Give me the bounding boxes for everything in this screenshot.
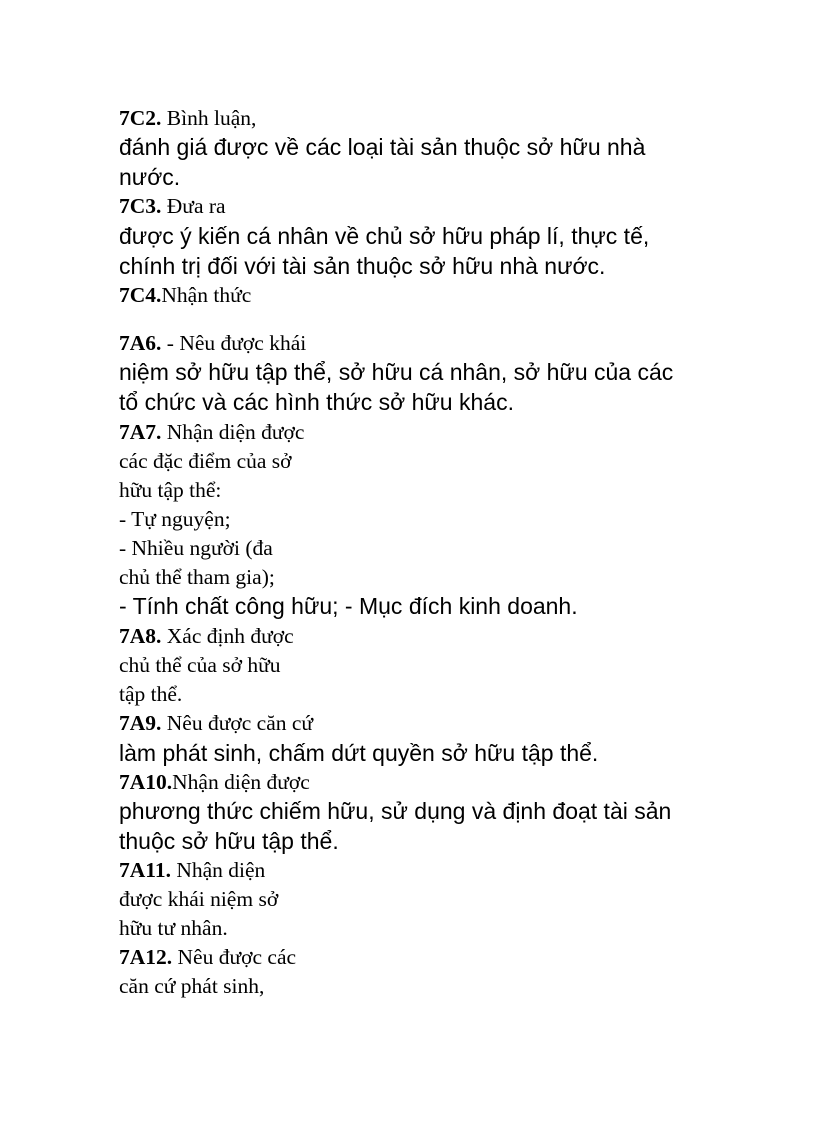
text-line: tập thể.	[119, 682, 183, 706]
item-lead: Nhận thức	[161, 283, 252, 307]
item-code: 7A8.	[119, 624, 162, 648]
heading-7a7	[119, 422, 304, 444]
heading-7a10	[119, 772, 310, 794]
item-lead: Xác định được	[161, 624, 294, 648]
item-lead: Nhận diện được	[172, 770, 310, 794]
item-lead: Bình luận,	[161, 106, 257, 130]
item-lead: Nêu được căn cứ	[161, 711, 314, 735]
text-line: - Nhiều người (đa	[119, 536, 273, 560]
text-line: chủ thể của sở hữu	[119, 653, 281, 677]
text-line: - Tính chất công hữu; - Mục đích kinh doanh.	[119, 593, 578, 619]
text-line: niệm sở hữu tập thể, sở hữu cá nhân, sở hữu của các	[119, 359, 674, 385]
heading-7c3	[119, 196, 226, 218]
item-lead: Nêu được các	[172, 945, 297, 969]
heading-7c4	[119, 285, 251, 307]
text-line: phương thức chiếm hữu, sử dụng và định đoạt tài sản	[119, 798, 672, 824]
text-line: làm phát sinh, chấm dứt quyền sở hữu tập thể.	[119, 740, 599, 766]
heading-7a6	[119, 333, 306, 355]
item-code: 7A7.	[119, 420, 162, 444]
item-lead: - Nêu được khái	[161, 331, 307, 355]
heading-7a11	[119, 860, 265, 882]
item-code: 7A12.	[119, 945, 173, 969]
item-lead: Nhận diện	[170, 858, 266, 882]
item-code: 7C4.	[119, 283, 162, 307]
item-code: 7A10.	[119, 770, 173, 794]
heading-7a12	[119, 947, 296, 969]
text-line: chủ thể tham gia);	[119, 565, 275, 589]
item-code: 7A9.	[119, 711, 162, 735]
text-line: được khái niệm sở	[119, 887, 279, 911]
item-code: 7C3.	[119, 194, 162, 218]
item-code: 7A11.	[119, 858, 171, 882]
text-line: căn cứ phát sinh,	[119, 974, 265, 998]
text-line: hữu tư nhân.	[119, 916, 228, 940]
text-line: thuộc sở hữu tập thể.	[119, 828, 339, 854]
heading-7c2	[119, 108, 256, 130]
text-line: chính trị đối với tài sản thuộc sở hữu nhà nước.	[119, 253, 606, 279]
text-line: các đặc điểm của sở	[119, 449, 292, 473]
text-line: được ý kiến cá nhân về chủ sở hữu pháp lí, thực tế,	[119, 223, 650, 249]
text-line: tổ chức và các hình thức sở hữu khác.	[119, 389, 514, 415]
heading-7a9	[119, 713, 313, 735]
item-code: 7C2.	[119, 106, 162, 130]
text-line: nước.	[119, 164, 181, 190]
text-line: hữu tập thể:	[119, 478, 222, 502]
item-lead: Nhận diện được	[161, 420, 305, 444]
item-lead: Đưa ra	[161, 194, 226, 218]
text-line: - Tự nguyện;	[119, 507, 231, 531]
heading-7a8	[119, 626, 294, 648]
text-line: đánh giá được về các loại tài sản thuộc sở hữu nhà	[119, 134, 646, 160]
item-code: 7A6.	[119, 331, 162, 355]
